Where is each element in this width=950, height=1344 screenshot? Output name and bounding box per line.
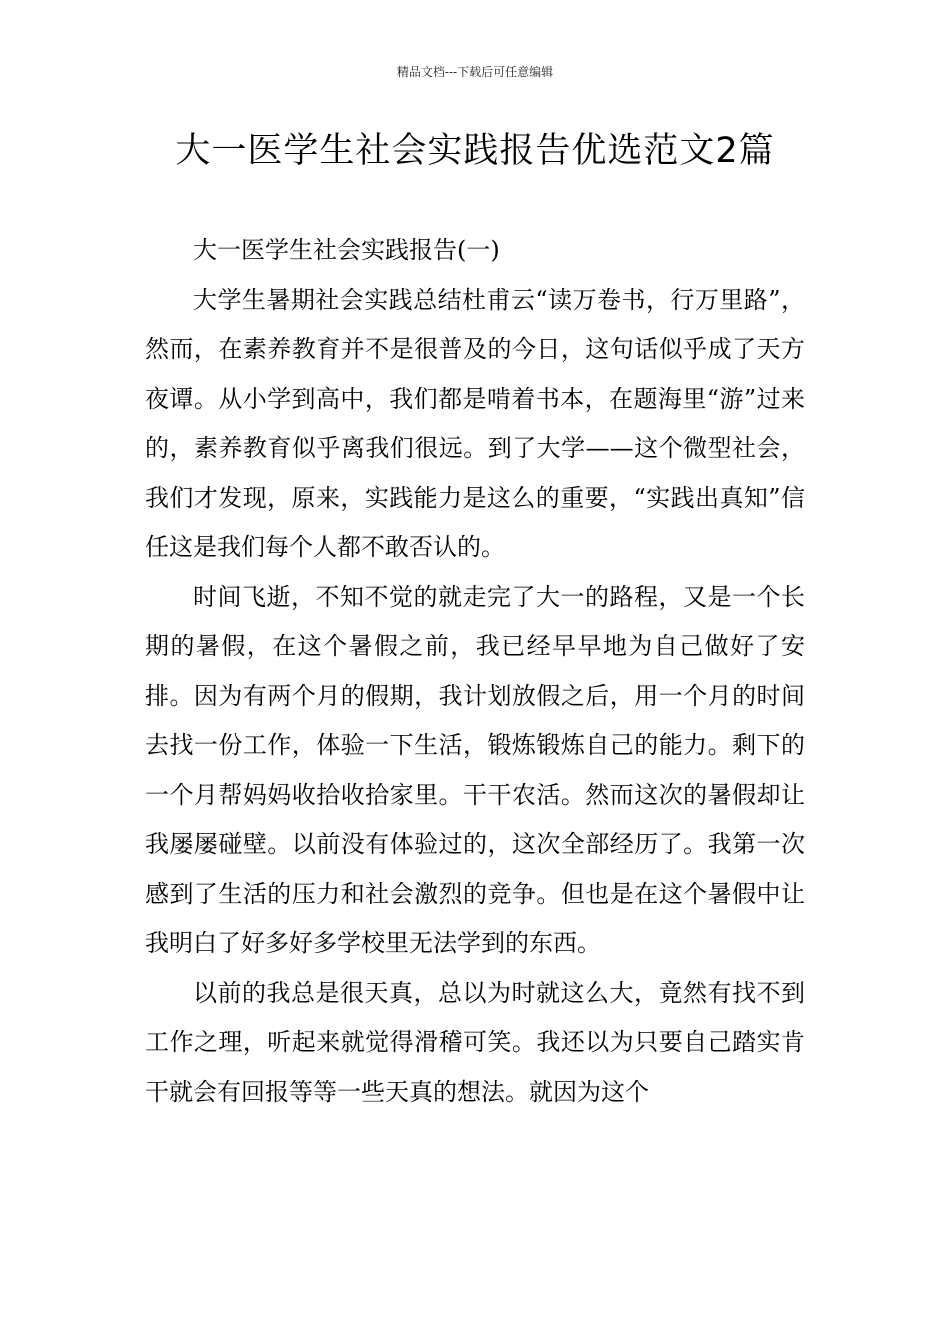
header-note: 精品文档---下载后可任意编辑 xyxy=(396,65,554,79)
document-title: 大一医学生社会实践报告优选范文2篇 xyxy=(175,131,775,171)
paragraph: 以前的我总是很天真，总以为时就这么大，竟然有找不到工作之理，听起来就觉得滑稽可笑。我还以为只要自己踏实肯干就会有回报等等一些天真的想法。就因为这个 xyxy=(145,978,805,1106)
paragraph: 大学生暑期社会实践总结杜甫云“读万卷书，行万里路”，然而，在素养教育并不是很普及的今日，这句话似乎成了天方夜谭。从小学到高中，我们都是啃着书本，在题海里“游”过来的，素养教育似乎离我们很远。到了大学——这个微型社会，我们才发现，原来，实践能力是这么的重要，“实践出真知”信任这是我们每个人都不敢否认的。 xyxy=(145,285,805,561)
paragraph: 时间飞逝，不知不觉的就走完了大一的路程，又是一个长期的暑假，在这个暑假之前，我已经早早地为自己做好了安排。因为有两个月的假期，我计划放假之后，用一个月的时间去找一份工作，体验一下生活，锻炼锻炼自己的能力。剩下的一个月帮妈妈收拾收拾家里。干干农活。然而这次的暑假却让我屡屡碰壁。以前没有体验过的，这次全部经历了。我第一次感到了生活的压力和社会激烈的竞争。但也是在这个暑假中让我明白了好多好多学校里无法学到的东西。 xyxy=(145,582,805,957)
document-body xyxy=(145,226,805,1117)
section-heading: 大一医学生社会实践报告(一) xyxy=(193,236,500,264)
